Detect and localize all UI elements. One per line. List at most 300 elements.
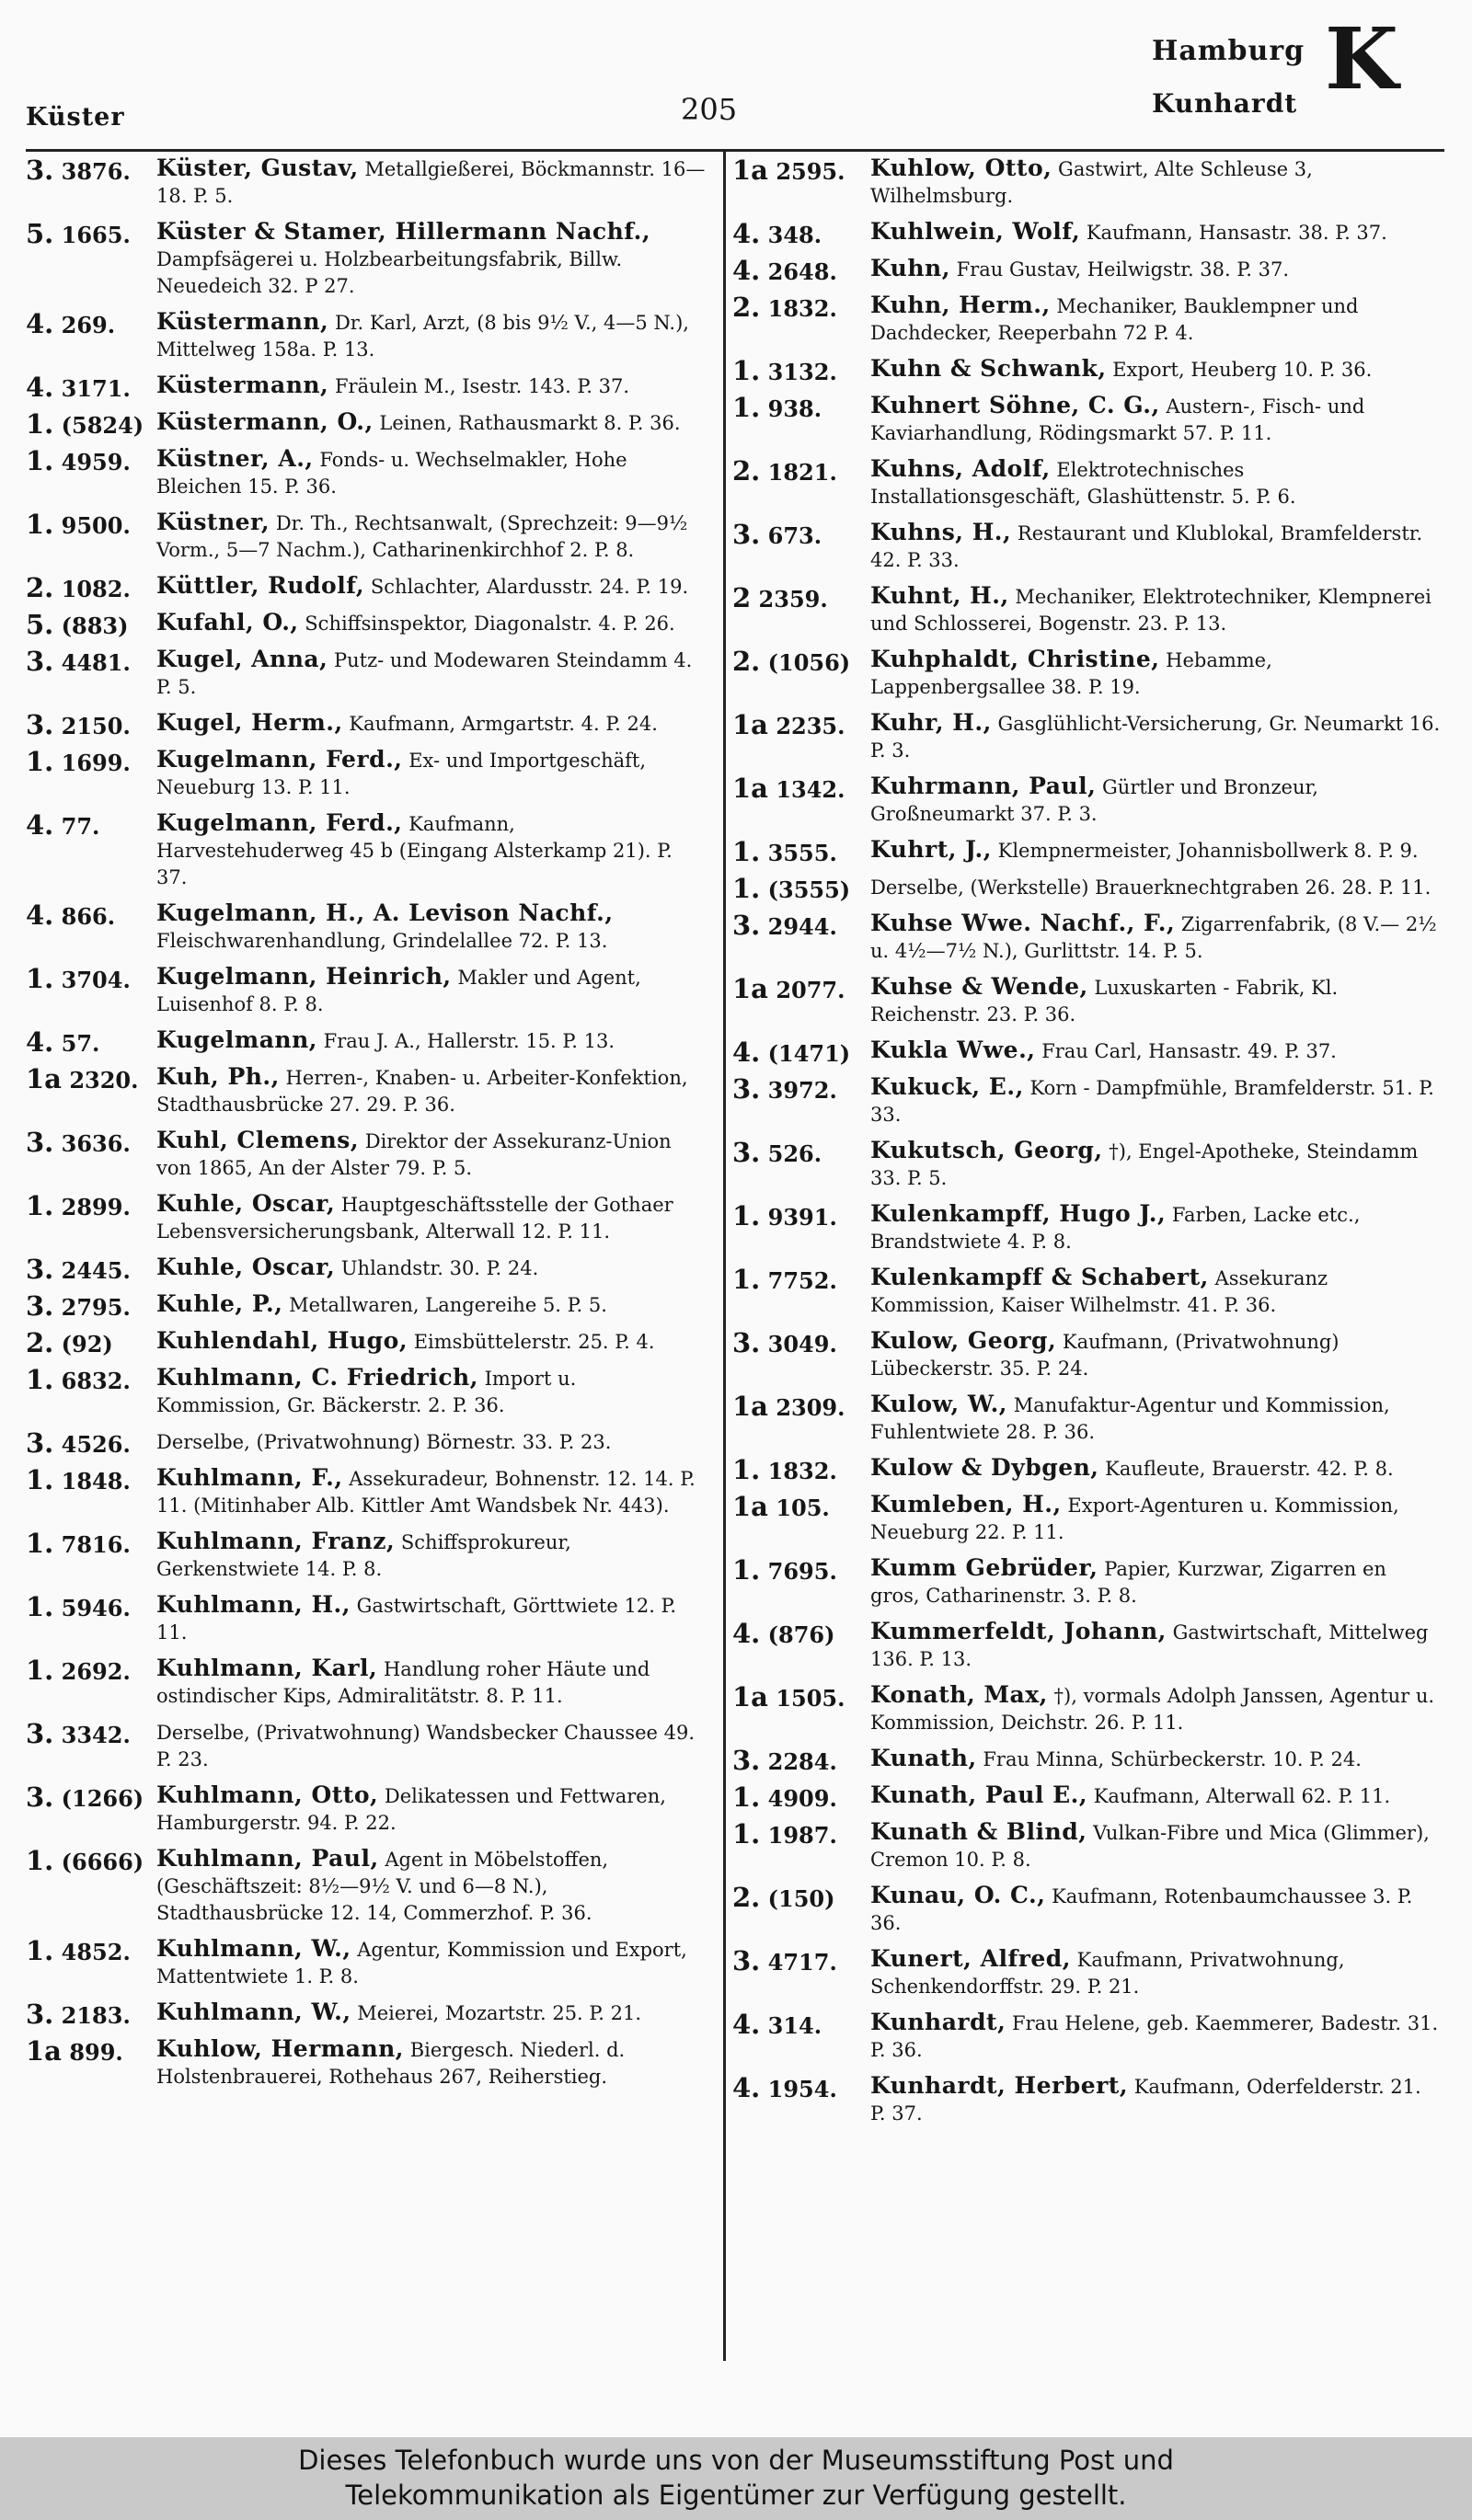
exchange-class: 3.	[26, 1427, 54, 1459]
phone-number	[26, 445, 131, 476]
phone-number	[732, 292, 837, 323]
entry-details: Frau Carl, Hansastr. 49. P. 37.	[1041, 1040, 1337, 1062]
entry-body	[26, 809, 707, 891]
directory-entry	[26, 1427, 707, 1459]
line-number: 2235.	[776, 713, 845, 739]
exchange-class: 2.	[26, 1327, 54, 1358]
phone-number	[26, 1063, 138, 1094]
directory-entry	[26, 1364, 707, 1419]
exchange-class: 3.	[26, 1999, 54, 2030]
exchange-class: 2.	[732, 455, 761, 487]
directory-entry	[732, 292, 1441, 347]
phone-number	[732, 1745, 837, 1776]
exchange-class: 1.	[26, 1845, 54, 1876]
entry-body	[732, 455, 1441, 510]
line-number: 6832.	[61, 1368, 131, 1394]
exchange-class: 1.	[732, 1554, 761, 1586]
entry-details: Gastwirtschaft, Görttwiete 12. P. 11.	[156, 1595, 677, 1644]
subscriber-name: Kuhrt, J.,	[870, 836, 992, 863]
directory-entry	[732, 1745, 1441, 1776]
directory-entry	[732, 2072, 1441, 2127]
exchange-class: 4.	[732, 255, 761, 286]
entry-body	[732, 2009, 1441, 2064]
directory-entry	[26, 609, 707, 640]
phone-number	[732, 255, 837, 286]
exchange-class: 3.	[26, 1781, 54, 1813]
entry-details: Metallwaren, Langereihe 5. P. 5.	[289, 1294, 607, 1316]
exchange-class: 4.	[26, 1026, 54, 1058]
line-number: 3876.	[61, 158, 131, 185]
phone-number	[26, 609, 128, 640]
line-number: 1848.	[61, 1468, 131, 1495]
entry-details: Schiffsinspektor, Diagonalstr. 4. P. 26.	[305, 613, 675, 635]
left-column	[26, 155, 707, 2362]
exchange-class: 3.	[732, 1745, 761, 1776]
line-number: 77.	[61, 813, 100, 840]
subscriber-name: Kulow & Dybgen,	[870, 1454, 1099, 1481]
line-number: 314.	[767, 2012, 822, 2039]
directory-entry	[732, 392, 1441, 447]
exchange-class: 1a	[732, 1491, 768, 1522]
subscriber-name: Kunhardt, Herbert,	[870, 2072, 1129, 2099]
exchange-class: 1a	[732, 1391, 768, 1422]
line-number: 1954.	[767, 2076, 837, 2102]
line-number: 7752.	[767, 1267, 837, 1294]
entry-details: Gastwirtschaft, Mittelweg 136. P. 13.	[870, 1621, 1429, 1670]
subscriber-name: Kuhns, H.,	[870, 519, 1012, 545]
phone-number	[732, 1781, 837, 1813]
entry-details: Handlung roher Häute und ostindischer Kips, Admiralitätstr. 8. P. 11.	[156, 1658, 650, 1707]
directory-entry	[732, 1391, 1441, 1446]
line-number: 1832.	[767, 295, 837, 322]
entry-details: Ex- und Importgeschäft, Neueburg 13. P. 11.	[156, 750, 647, 798]
subscriber-name: Küstermann, O.,	[156, 408, 374, 435]
directory-entry	[26, 1190, 707, 1245]
subscriber-name: Kuh, Ph.,	[156, 1063, 280, 1090]
entry-details: Mechaniker, Elektrotechniker, Klempnerei und Schlosserei, Bogenstr. 23. P. 13.	[870, 586, 1432, 635]
subscriber-name: Kuhlendahl, Hugo,	[156, 1327, 408, 1354]
entry-details: Fleischwarenhandlung, Grindelallee 72. P. 13.	[156, 930, 608, 952]
exchange-class: 2.	[732, 1882, 761, 1913]
subscriber-name: Kummerfeldt, Johann,	[870, 1618, 1167, 1644]
entry-body	[26, 899, 707, 955]
line-number: 2077.	[776, 977, 845, 1003]
phone-number	[732, 355, 837, 386]
line-number: (5824)	[61, 412, 144, 439]
exchange-class: 3.	[732, 1137, 761, 1168]
phone-number	[732, 910, 837, 941]
subscriber-name: Kukla Wwe.,	[870, 1037, 1036, 1063]
exchange-class: 3.	[732, 910, 761, 941]
subscriber-name: Kugel, Herm.,	[156, 709, 343, 736]
subscriber-name: Kunath, Paul E.,	[870, 1781, 1088, 1808]
entry-details: Austern-, Fisch- und Kaviarhandlung, Rödingsmarkt 57. P. 11.	[870, 395, 1365, 444]
phone-number	[26, 1464, 131, 1495]
entry-body	[732, 910, 1441, 965]
entry-details: Frau J. A., Hallerstr. 15. P. 13.	[323, 1030, 615, 1052]
entry-body	[732, 255, 1441, 283]
phone-number	[732, 392, 822, 423]
directory-entry	[732, 355, 1441, 384]
exchange-class: 1.	[732, 1264, 761, 1295]
exchange-class: 1a	[26, 2035, 62, 2067]
line-number: 4481.	[61, 649, 131, 676]
directory-entry	[732, 1945, 1441, 2000]
subscriber-name: Kuhlwein, Wolf,	[870, 218, 1081, 245]
exchange-class: 1.	[26, 445, 54, 476]
header-rule	[26, 149, 1444, 152]
entry-details: Derselbe, (Privatwohnung) Börnestr. 33. P. 23.	[156, 1431, 612, 1453]
line-number: 57.	[61, 1030, 100, 1057]
line-number: 1987.	[767, 1822, 837, 1849]
directory-entry	[732, 1200, 1441, 1255]
phone-number	[26, 1935, 131, 1966]
entry-details: Assekuranz Kommission, Kaiser Wilhelmstr. 41. P. 36.	[870, 1267, 1328, 1316]
subscriber-name: Kuhle, P.,	[156, 1290, 283, 1317]
directory-entry	[732, 709, 1441, 764]
subscriber-name: Küster, Gustav,	[156, 155, 359, 181]
exchange-class: 1a	[732, 773, 768, 804]
subscriber-name: Kunath,	[870, 1745, 977, 1771]
entry-details: Derselbe, (Privatwohnung) Wandsbecker Chaussee 49. P. 23.	[156, 1722, 696, 1770]
exchange-class: 1.	[26, 746, 54, 777]
exchange-class: 1.	[26, 1655, 54, 1686]
exchange-class: 2.	[26, 572, 54, 603]
directory-entry	[732, 646, 1441, 701]
phone-number	[732, 709, 845, 740]
entry-details: Kaufmann, Oderfelderstr. 21. P. 37.	[870, 2076, 1421, 2125]
line-number: (1056)	[767, 649, 851, 676]
phone-number	[26, 308, 115, 339]
directory-entry	[732, 455, 1441, 510]
entry-body	[732, 1945, 1441, 2000]
phone-number	[732, 2009, 822, 2040]
directory-entry	[26, 155, 707, 210]
subscriber-name: Kuhlmann, C. Friedrich,	[156, 1364, 478, 1391]
subscriber-name: Kuhlmann, F.,	[156, 1464, 343, 1491]
exchange-class: 3.	[26, 1290, 54, 1322]
phone-number	[26, 1290, 131, 1322]
entry-body	[732, 1264, 1441, 1319]
entry-details: Elektrotechnisches Installationsgeschäft, Glashüttenstr. 5. P. 6.	[870, 459, 1296, 508]
directory-entry	[26, 372, 707, 403]
subscriber-name: Kukuck, E.,	[870, 1073, 1024, 1100]
phone-number	[26, 2035, 123, 2067]
subscriber-name: Konath, Max,	[870, 1681, 1048, 1708]
phone-number	[26, 1528, 131, 1559]
entry-details: Papier, Kurzwar, Zigarren en gros, Catharinenstr. 3. P. 8.	[870, 1558, 1386, 1607]
directory-entry	[26, 1999, 707, 2030]
subscriber-name: Kufahl, O.,	[156, 609, 299, 636]
phone-number	[26, 408, 144, 440]
entry-details: Agent in Möbelstoffen, (Geschäftszeit: 8½—9½ V. und 6—8 N.), Stadthausbrücke 12. 14, Commerzhof. P. 36.	[156, 1849, 609, 1924]
exchange-class: 1a	[732, 709, 768, 740]
line-number: 1342.	[776, 776, 845, 803]
exchange-class: 3.	[26, 1127, 54, 1158]
exchange-class: 3.	[732, 1945, 761, 1976]
line-number: 2150.	[61, 713, 131, 739]
subscriber-name: Kuhnert Söhne, C. G.,	[870, 392, 1160, 418]
exchange-class: 3.	[26, 646, 54, 677]
directory-entry	[732, 1618, 1441, 1673]
directory-entry	[732, 1554, 1441, 1609]
directory-entry	[732, 218, 1441, 249]
exchange-class: 1.	[732, 392, 761, 423]
directory-entry	[732, 519, 1441, 574]
entry-details: Export-Agenturen u. Kommission, Neueburg 22. P. 11.	[870, 1495, 1399, 1543]
directory-entry	[26, 709, 707, 738]
entry-body	[26, 1026, 707, 1055]
exchange-class: 1.	[26, 1935, 54, 1966]
exchange-class: 3.	[26, 709, 54, 740]
phone-number	[26, 646, 131, 677]
exchange-class: 1.	[732, 1454, 761, 1485]
entry-body	[732, 392, 1441, 447]
directory-entry	[26, 1290, 707, 1322]
line-number: 7816.	[61, 1531, 131, 1558]
exchange-class: 3.	[732, 519, 761, 550]
line-number: 2445.	[61, 1257, 131, 1284]
directory-entry	[26, 646, 707, 701]
line-number: 4526.	[61, 1431, 131, 1458]
line-number: 1082.	[61, 576, 131, 602]
exchange-class: 4.	[732, 1618, 761, 1649]
exchange-class: 1.	[732, 355, 761, 386]
exchange-class: 5.	[26, 609, 54, 640]
phone-number	[732, 519, 822, 550]
subscriber-name: Kuhse & Wende,	[870, 973, 1088, 1000]
exchange-class: 2.	[732, 646, 761, 677]
subscriber-name: Kunath & Blind,	[870, 1818, 1087, 1845]
entry-details: Hauptgeschäftsstelle der Gothaer Lebensversicherungsbank, Alterwall 12. P. 11.	[156, 1194, 673, 1243]
entry-details: Dr. Karl, Arzt, (8 bis 9½ V., 4—5 N.), Mittelweg 158a. P. 13.	[156, 312, 689, 361]
line-number: (876)	[767, 1621, 835, 1648]
line-number: 2692.	[61, 1658, 131, 1685]
exchange-class: 4.	[732, 1037, 761, 1068]
line-number: 2183.	[61, 2002, 131, 2029]
entry-details: Kaufmann, Alterwall 62. P. 11.	[1093, 1785, 1391, 1807]
subscriber-name: Küstner, A.,	[156, 445, 314, 472]
subscriber-name: Kuhlmann, W.,	[156, 1935, 351, 1962]
line-number: (150)	[767, 1885, 835, 1912]
exchange-class: 3.	[732, 1073, 761, 1105]
entry-details: Kaufmann, Armgartstr. 4. P. 24.	[349, 713, 658, 735]
phone-number	[732, 1454, 837, 1485]
entry-details: †), Engel-Apotheke, Steindamm 33. P. 5.	[870, 1140, 1419, 1189]
exchange-class: 1.	[732, 873, 761, 904]
section-letter: K	[1325, 9, 1398, 109]
subscriber-name: Kumleben, H.,	[870, 1491, 1062, 1518]
phone-number	[732, 2072, 837, 2103]
exchange-class: 4.	[732, 2072, 761, 2103]
exchange-class: 1.	[732, 1200, 761, 1231]
directory-entry	[732, 836, 1441, 865]
line-number: 5946.	[61, 1595, 131, 1621]
entry-body	[732, 1137, 1441, 1192]
exchange-class: 1.	[26, 408, 54, 440]
line-number: (6666)	[61, 1849, 144, 1875]
exchange-class: 1.	[26, 1528, 54, 1559]
entry-details: Export, Heuberg 10. P. 36.	[1112, 359, 1373, 381]
entry-body	[732, 582, 1441, 637]
entry-details: Hebamme, Lappenbergsallee 38. P. 19.	[870, 649, 1272, 698]
entry-details: Dr. Th., Rechtsanwalt, (Sprechzeit: 9—9½ Vorm., 5—7 Nachm.), Catharinenkirchhof 2. P. 8.	[156, 512, 688, 561]
subscriber-name: Kulow, Georg,	[870, 1327, 1057, 1354]
subscriber-name: Kunert, Alfred,	[870, 1945, 1071, 1972]
entry-details: Makler und Agent, Luisenhof 8. P. 8.	[156, 967, 641, 1015]
subscriber-name: Kugelmann, H., A. Levison Nachf.,	[156, 899, 614, 926]
directory-entry	[732, 873, 1441, 904]
entry-details: Assekuradeur, Bohnenstr. 12. 14. P. 11. (Mitinhaber Alb. Kittler Amt Wandsbek Nr. 443).	[156, 1468, 696, 1517]
entry-details: Luxuskarten - Fabrik, Kl. Reichenstr. 23. P. 36.	[870, 977, 1339, 1025]
entry-details: Schlachter, Alardusstr. 24. P. 19.	[370, 576, 689, 598]
directory-entry	[26, 1935, 707, 1990]
subscriber-name: Kugel, Anna,	[156, 646, 328, 672]
page-number: 205	[681, 92, 738, 127]
phone-number	[26, 1127, 131, 1158]
directory-entry	[26, 1591, 707, 1646]
directory-entry	[732, 155, 1441, 210]
entry-body	[732, 355, 1441, 384]
line-number: 9500.	[61, 512, 131, 539]
exchange-class: 1.	[732, 1781, 761, 1813]
directory-entry	[26, 746, 707, 801]
entry-details: Metallgießerei, Böckmannstr. 16—18. P. 5.	[156, 158, 706, 207]
line-number: 2320.	[69, 1067, 139, 1094]
subscriber-name: Kuhn, Herm.,	[870, 292, 1051, 318]
entry-details: Schiffsprokureur, Gerkenstwiete 14. P. 8.	[156, 1531, 571, 1580]
entry-details: Kaufmann, Harvestehuderweg 45 b (Eingang Alsterkamp 21). P. 37.	[156, 813, 673, 888]
exchange-class: 1a	[26, 1063, 62, 1094]
line-number: 7695.	[767, 1558, 837, 1585]
exchange-class: 1.	[26, 1591, 54, 1622]
entry-details: Manufaktur-Agentur und Kommission, Fuhlentwiete 28. P. 36.	[870, 1394, 1390, 1443]
directory-entry	[732, 255, 1441, 286]
subscriber-name: Kugelmann, Ferd.,	[156, 809, 403, 836]
entry-details: Kaufmann, Hansastr. 38. P. 37.	[1086, 222, 1387, 244]
entry-body	[732, 1618, 1441, 1673]
entry-details: Direktor der Assekuranz-Union von 1865, An der Alster 79. P. 5.	[156, 1130, 672, 1179]
phone-number	[732, 1818, 837, 1850]
exchange-class: 3.	[26, 155, 54, 186]
directory-entry	[26, 899, 707, 955]
line-number: 3132.	[767, 359, 837, 385]
entry-details: Eimsbüttelerstr. 25. P. 4.	[413, 1331, 655, 1353]
directory-entry	[26, 1464, 707, 1519]
line-number: 105.	[776, 1495, 830, 1521]
directory-entry	[26, 1127, 707, 1182]
line-number: 1665.	[61, 222, 131, 248]
footer-notice	[0, 2437, 1472, 2520]
subscriber-name: Küstermann,	[156, 308, 329, 335]
directory-entry	[26, 809, 707, 891]
entry-details: Gasglühlicht-Versicherung, Gr. Neumarkt 16. P. 3.	[870, 713, 1441, 762]
phone-number	[26, 1655, 131, 1686]
phone-number	[732, 455, 837, 487]
subscriber-name: Kugelmann,	[156, 1026, 317, 1053]
phone-number	[732, 1137, 822, 1168]
phone-number	[732, 218, 822, 249]
entry-details: Kaufmann, Privatwohnung, Schenkendorffstr. 29. P. 21.	[870, 1949, 1345, 1998]
line-number: 866.	[61, 903, 116, 930]
phone-number	[26, 1190, 131, 1221]
phone-number	[732, 1200, 837, 1231]
footer-line-1: Dieses Telefonbuch wurde uns von der Museumsstiftung Post und	[298, 2445, 1174, 2476]
subscriber-name: Küstner,	[156, 509, 270, 535]
line-number: 3972.	[767, 1077, 837, 1104]
line-number: 526.	[767, 1140, 822, 1167]
directory-entry	[26, 2035, 707, 2090]
line-number: 3342.	[61, 1722, 131, 1748]
directory-entry	[26, 1781, 707, 1837]
subscriber-name: Kuhlmann, Karl,	[156, 1655, 378, 1681]
subscriber-name: Kuhl, Clemens,	[156, 1127, 360, 1153]
subscriber-name: Kuhphaldt, Christine,	[870, 646, 1160, 672]
directory-entry	[26, 1528, 707, 1583]
subscriber-name: Kunhardt,	[870, 2009, 1006, 2035]
subscriber-name: Kuhlmann, Franz,	[156, 1528, 396, 1554]
line-number: (883)	[61, 613, 129, 639]
subscriber-name: Kuhle, Oscar,	[156, 1254, 336, 1280]
directory-entry	[732, 2009, 1441, 2064]
phone-number	[732, 973, 845, 1004]
directory-entry	[26, 1063, 707, 1118]
header-right-catchword: Kunhardt	[1152, 88, 1298, 119]
exchange-class: 1.	[26, 1364, 54, 1395]
directory-entry	[732, 1681, 1441, 1736]
exchange-class: 3.	[26, 1254, 54, 1285]
directory-entry	[26, 963, 707, 1018]
line-number: 1505.	[776, 1685, 845, 1712]
line-number: 348.	[767, 222, 822, 248]
line-number: 3555.	[767, 840, 837, 866]
line-number: 9391.	[767, 1204, 837, 1231]
phone-number	[732, 1945, 837, 1976]
subscriber-name: Kuhlmann, H.,	[156, 1591, 351, 1618]
entry-body	[732, 1882, 1441, 1937]
line-number: 4717.	[767, 1949, 837, 1976]
line-number: 2284.	[767, 1748, 837, 1775]
phone-number	[732, 1037, 850, 1068]
exchange-class: 4.	[26, 809, 54, 841]
entry-body	[26, 1327, 707, 1356]
entry-details: Restaurant und Klublokal, Bramfelderstr. 42. P. 33.	[870, 522, 1423, 571]
exchange-class: 1.	[26, 1464, 54, 1495]
line-number: 2648.	[767, 258, 837, 285]
phone-number	[26, 963, 131, 994]
line-number: 2309.	[776, 1394, 845, 1421]
line-number: 3704.	[61, 967, 131, 993]
entry-body	[732, 2072, 1441, 2127]
entry-body	[732, 1200, 1441, 1255]
directory-entry	[732, 1781, 1441, 1813]
phone-number	[732, 1264, 837, 1295]
line-number: 3049.	[767, 1331, 837, 1357]
entry-details: Frau Gustav, Heilwigstr. 38. P. 37.	[956, 258, 1289, 281]
directory-entry	[26, 1655, 707, 1710]
phone-number	[26, 1327, 113, 1358]
phone-number	[26, 572, 131, 603]
line-number: 2899.	[61, 1194, 131, 1220]
phone-number	[732, 646, 850, 677]
subscriber-name: Kumm Gebrüder,	[870, 1554, 1098, 1581]
entry-body	[732, 218, 1441, 246]
directory-entry	[26, 1718, 707, 1773]
directory-entry	[26, 445, 707, 500]
phone-number	[26, 1718, 131, 1749]
subscriber-name: Kuhlmann, W.,	[156, 1999, 351, 2025]
phone-number	[732, 1391, 845, 1422]
